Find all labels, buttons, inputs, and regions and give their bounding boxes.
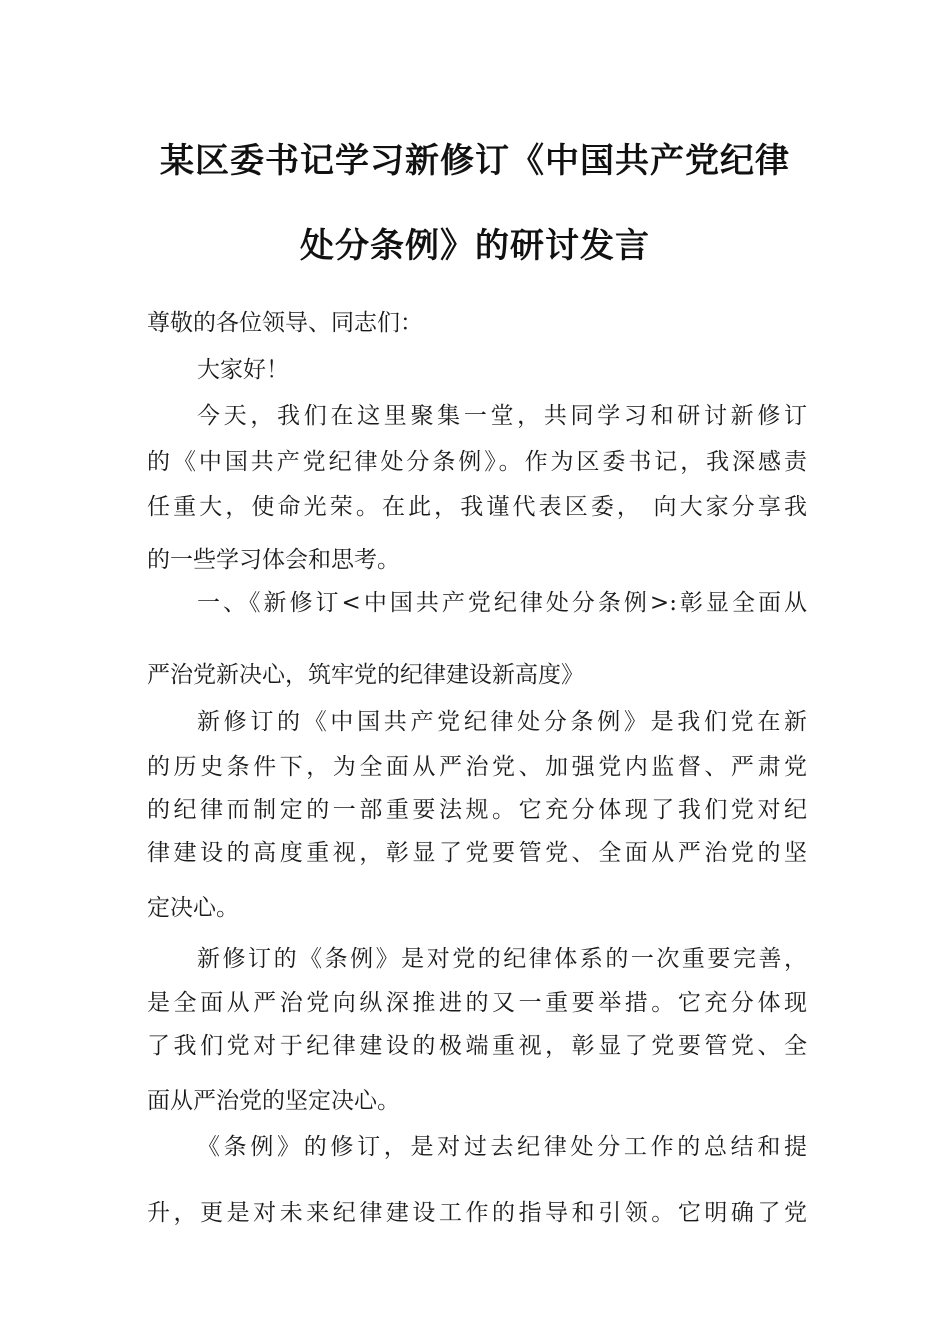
- section-heading-1-line: 严治党新决心，筑牢党的纪律建设新高度》: [147, 662, 584, 688]
- document-title-line-2: 处分条例》的研讨发言: [300, 226, 650, 266]
- paragraph-4-line: 升，更是对未来纪律建设工作的指导和引领。它明确了党: [147, 1200, 807, 1226]
- paragraph-3-line: 面从严治党的坚定决心。: [147, 1088, 400, 1114]
- paragraph-1-line: 的一些学习体会和思考。: [147, 547, 400, 573]
- paragraph-3-line: 了我们党对于纪律建设的极端重视，彰显了党要管党、全: [147, 1033, 807, 1059]
- section-heading-1-line: 一、《新修订<中国共产党纪律处分条例>:彰显全面从: [197, 590, 807, 616]
- paragraph-3-line: 新修订的《条例》是对党的纪律体系的一次重要完善，: [197, 946, 807, 972]
- document-title-line-1: 某区委书记学习新修订《中国共产党纪律: [160, 141, 790, 181]
- greeting: 大家好！: [197, 357, 289, 383]
- paragraph-4-line: 《条例》的修订，是对过去纪律处分工作的总结和提: [197, 1134, 807, 1160]
- paragraph-2-line: 定决心。: [147, 895, 239, 921]
- paragraph-1-line: 任重大，使命光荣。在此，我谨代表区委， 向大家分享我: [147, 494, 807, 520]
- paragraph-3-line: 是全面从严治党向纵深推进的又一重要举措。它充分体现: [147, 990, 807, 1016]
- paragraph-1-line: 的《中国共产党纪律处分条例》。作为区委书记，我深感责: [147, 449, 807, 475]
- paragraph-2-line: 的历史条件下，为全面从严治党、加强党内监督、严肃党: [147, 754, 807, 780]
- paragraph-2-line: 的纪律而制定的一部重要法规。它充分体现了我们党对纪: [147, 797, 807, 823]
- paragraph-1-line: 今天，我们在这里聚集一堂，共同学习和研讨新修订: [197, 403, 807, 429]
- salutation: 尊敬的各位领导、同志们：: [147, 310, 423, 336]
- paragraph-2-line: 新修订的《中国共产党纪律处分条例》是我们党在新: [197, 709, 807, 735]
- paragraph-2-line: 律建设的高度重视，彰显了党要管党、全面从严治党的坚: [147, 840, 807, 866]
